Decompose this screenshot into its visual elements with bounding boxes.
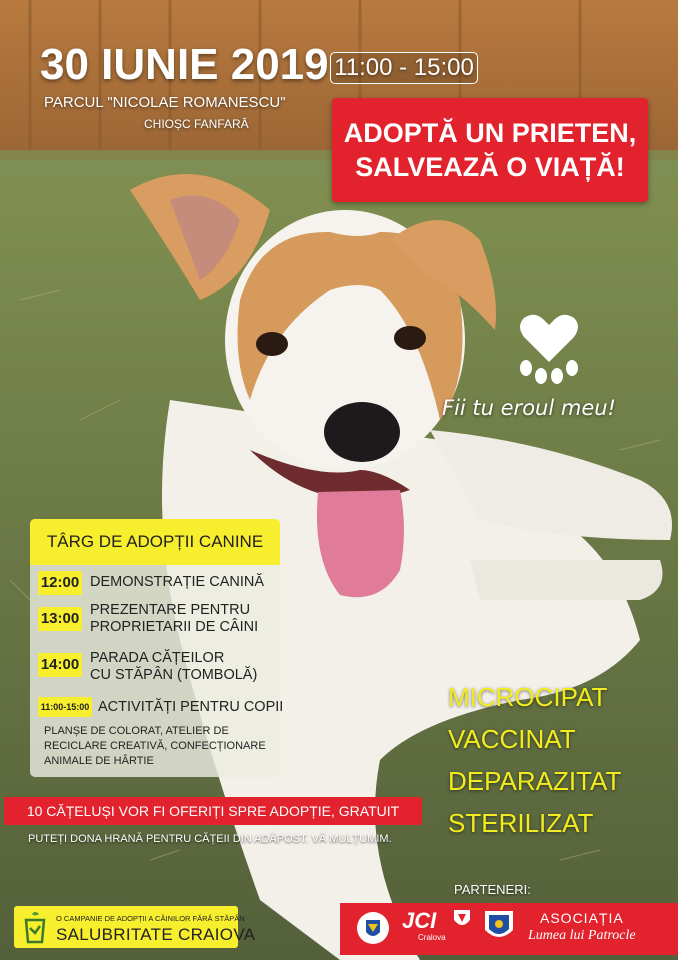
heart-paw-icon [516,312,582,386]
schedule-activity-3 [90,650,257,684]
kids-activities-details [44,724,266,769]
police-badge-icon [482,908,516,944]
kids-details-line-1: PLANȘE DE COLORAT, ATELIER DE [44,725,229,737]
schedule-time-1: 12:00 [38,571,82,595]
event-venue: CHIOȘC FANFARĂ [144,117,249,131]
adoption-offer-banner: 10 CĂȚELUȘI VOR FI OFERIȚI SPRE ADOPȚIE, GRATUIT [4,797,422,825]
donation-note: PUTEȚI DONA HRANĂ PENTRU CĂȚEII DIN ADĂPOST. VĂ MULȚUMIM. [28,833,392,845]
craiova-crest-icon [356,910,390,946]
headline-banner [332,98,648,202]
schedule-time-2: 13:00 [38,607,82,631]
association-line-2: Lumea lui Patrocle [528,928,636,943]
organizer-caption: O CAMPANIE DE ADOPȚII A CÂINILOR FĂRĂ STĂPÂN [56,914,245,923]
schedule-time-3: 14:00 [38,653,82,677]
jci-logo-text: JCI [402,908,437,933]
headline-line-1: ADOPTĂ UN PRIETEN, [343,118,637,148]
event-time: 11:00 - 15:00 [330,52,478,84]
feature-item: MICROCIPAT [448,682,608,712]
event-location: PARCUL "NICOLAE ROMANESCU" [44,94,286,111]
jci-logo-subtext: Cralova [418,933,446,942]
schedule-activity-2-line-2: PROPRIETARII DE CÂINI [90,619,259,635]
feature-item: VACCINAT [448,724,576,754]
schedule-activity-3-line-2: CU STĂPÂN (TOMBOLĂ) [90,667,258,683]
association-line-1: ASOCIAȚIA [540,910,624,926]
jci-emblem-icon [452,908,472,930]
organizer-name: SALUBRITATE CRAIOVA [56,925,256,944]
schedule-activity-2 [90,602,258,636]
schedule-time-4: 11:00-15:00 [38,697,92,717]
kids-details-line-2: RECICLARE CREATIVĂ, CONFECȚIONARE [44,740,266,752]
kids-details-line-3: ANIMALE DE HÂRTIE [44,755,154,767]
schedule-activity-4-line: ACTIVITĂȚI PENTRU COPII [98,699,284,715]
feature-item: DEPARAZITAT [448,766,622,796]
schedule-activity-4 [98,699,283,716]
schedule-activity-2-line-1: PREZENTARE PENTRU [90,602,251,618]
partners-label: PARTENERI: [454,882,531,897]
feature-item: STERILIZAT [448,808,594,838]
event-date: 30 IUNIE 2019 [40,40,329,89]
tagline: Fii tu eroul meu! [442,396,616,420]
schedule-title: TÂRG DE ADOPȚII CANINE [30,519,280,565]
headline-line-2: SALVEAZĂ O VIAȚĂ! [355,152,625,182]
schedule-activity-3-line-1: PARADA CĂȚEILOR [90,650,225,666]
schedule-activity-1-line: DEMONSTRAȚIE CANINĂ [90,574,265,590]
schedule-activity-1 [90,574,264,591]
recycle-bin-icon [20,910,50,944]
dog-features-list [448,676,621,844]
